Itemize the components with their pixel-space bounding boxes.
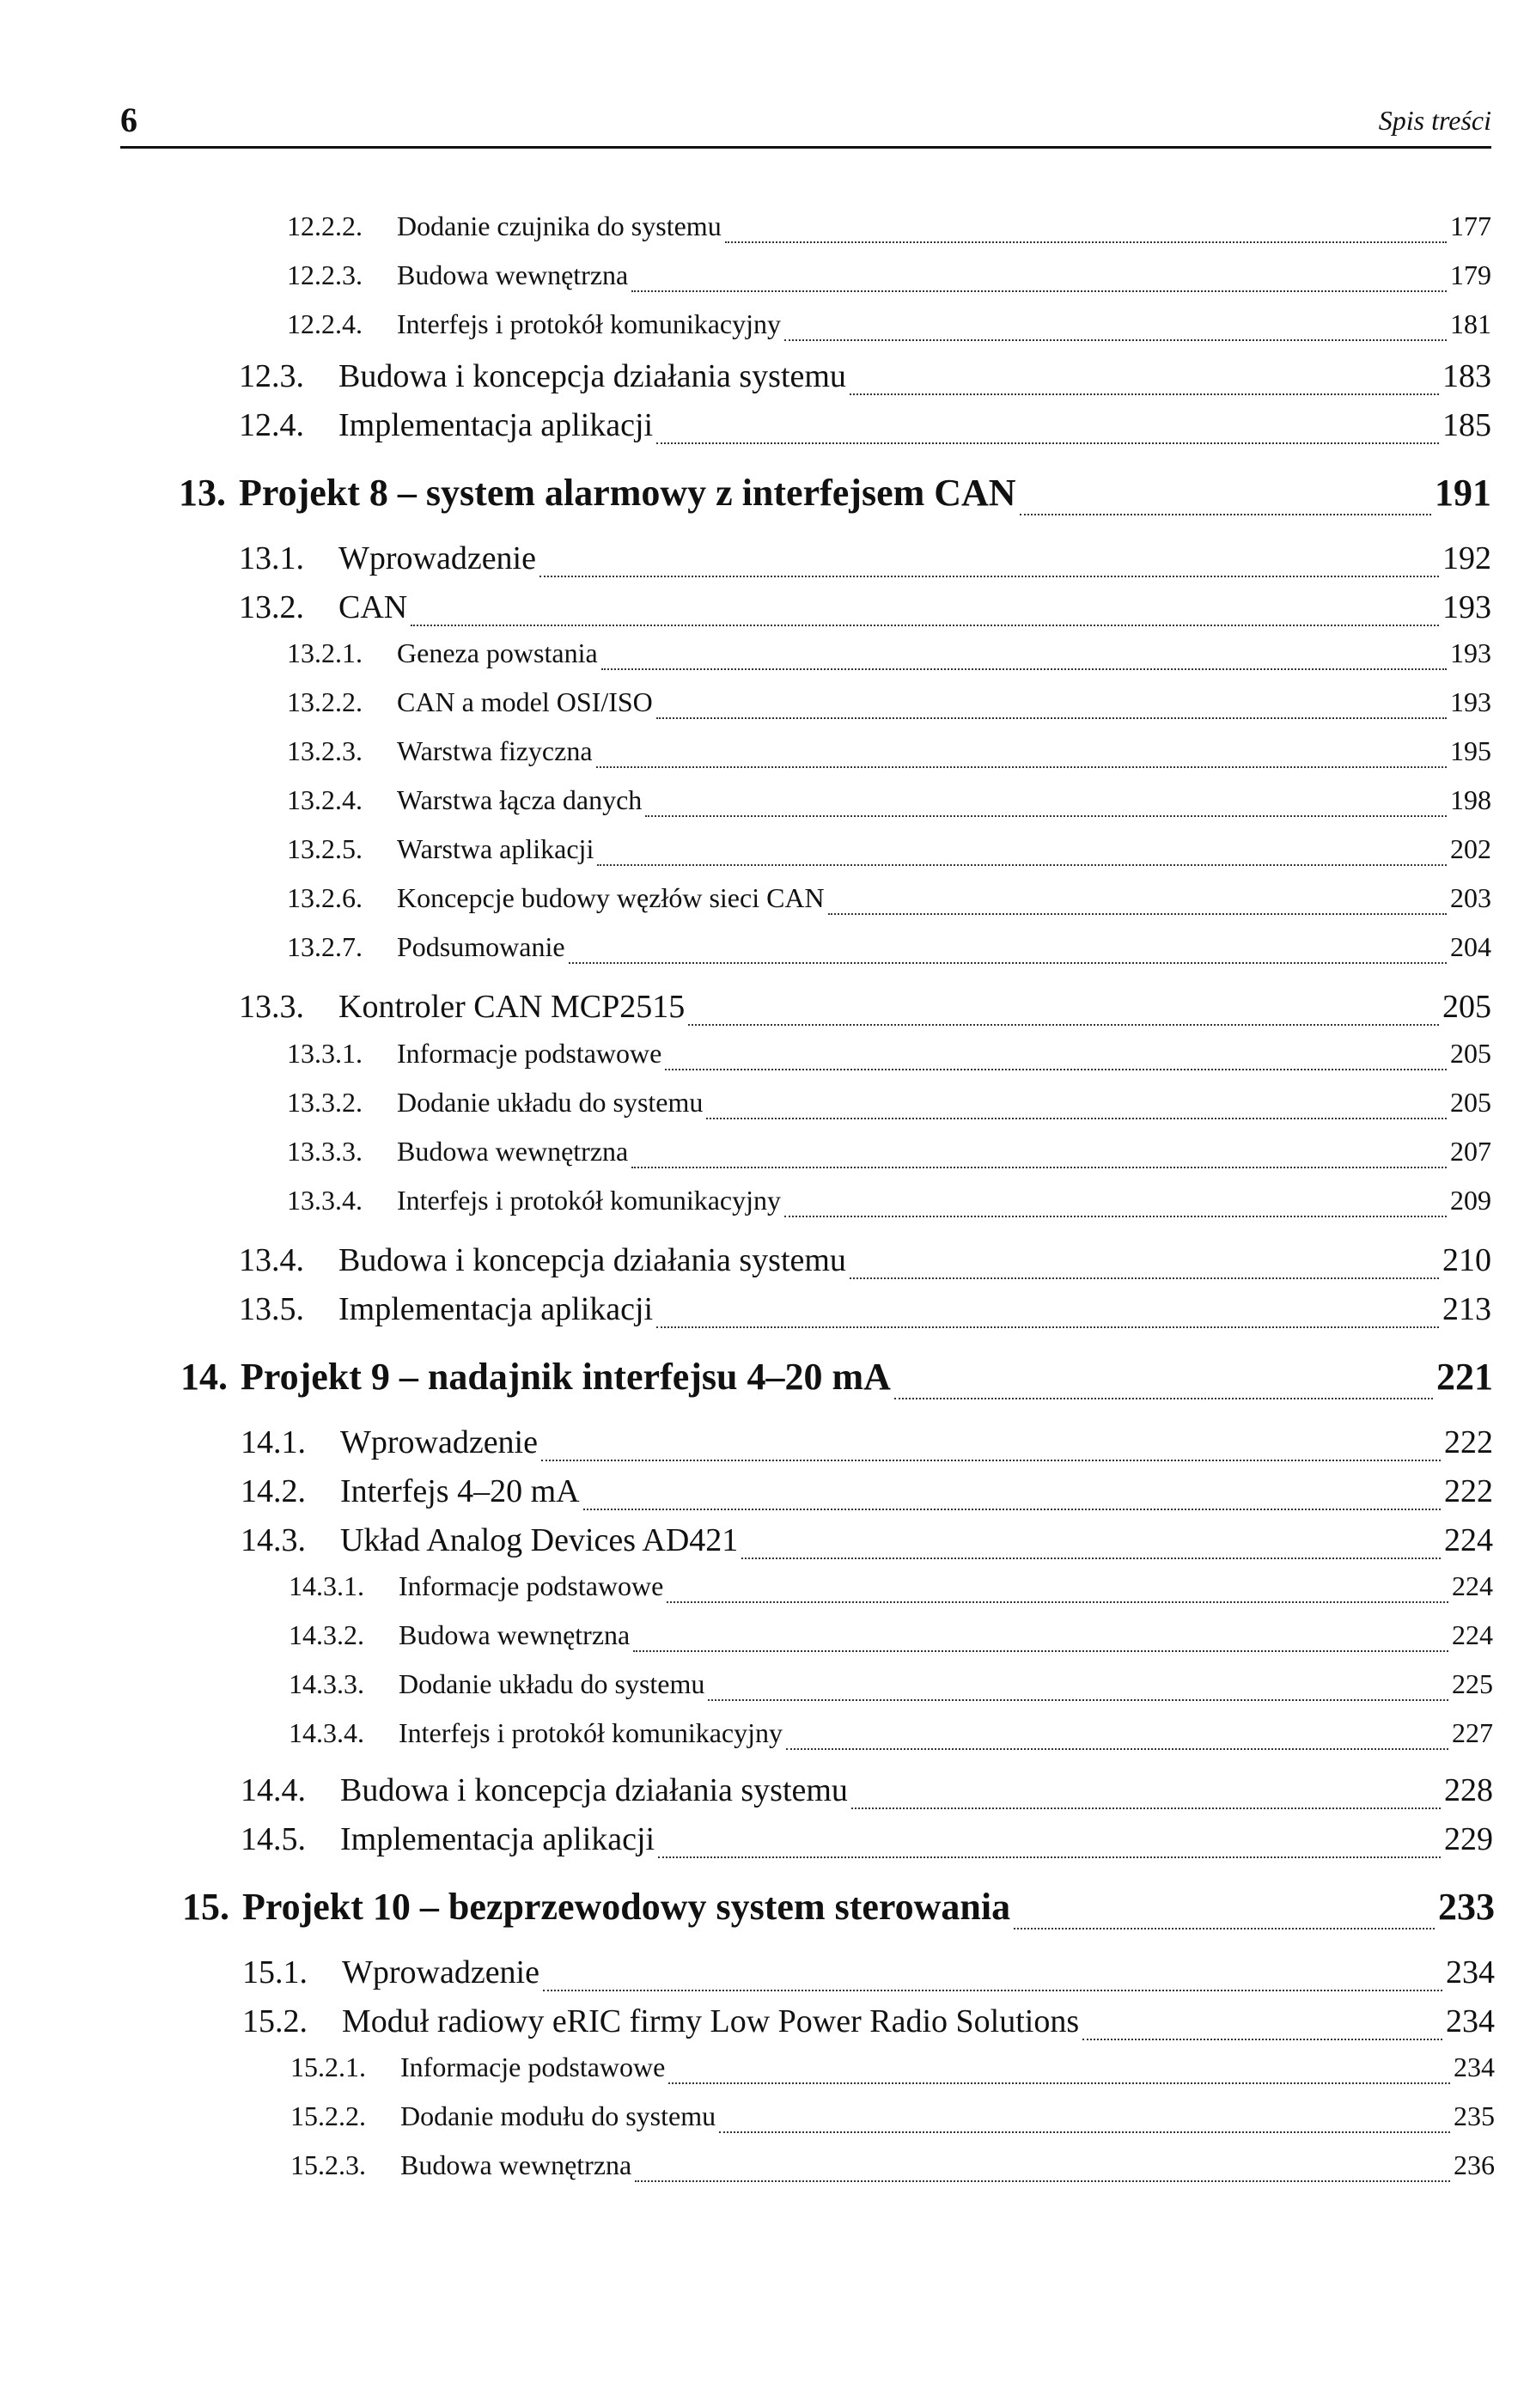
toc-title: Budowa i koncepcja działania systemu xyxy=(338,358,846,394)
dot-leader xyxy=(688,1023,1439,1026)
toc-title: Warstwa łącza danych xyxy=(397,784,643,815)
toc-subsection xyxy=(289,1717,1493,1757)
toc-subsection xyxy=(287,686,1491,726)
toc-section xyxy=(239,988,1491,1033)
toc-page-number: 193 xyxy=(1442,589,1491,625)
dot-leader xyxy=(1014,1927,1435,1929)
toc-title: Wprowadzenie xyxy=(342,1954,539,1990)
dot-leader xyxy=(596,765,1447,768)
toc-title: Koncepcje budowy węzłów sieci CAN xyxy=(397,882,825,913)
toc-number: 13.2.5. xyxy=(287,833,363,864)
toc-page-number: 198 xyxy=(1450,784,1491,815)
toc-title: Dodanie układu do systemu xyxy=(399,1668,705,1699)
toc-title: Budowa i koncepcja działania systemu xyxy=(340,1772,848,1808)
toc-page-number: 205 xyxy=(1442,989,1491,1025)
toc-subsection xyxy=(289,1668,1493,1708)
toc-number: 14.3.2. xyxy=(289,1619,364,1650)
toc-section xyxy=(239,1290,1491,1335)
toc-title: Podsumowanie xyxy=(397,931,565,962)
page-number: 6 xyxy=(120,101,137,139)
toc-section xyxy=(242,2003,1495,2047)
toc-subsection xyxy=(287,1136,1491,1175)
toc-page-number: 202 xyxy=(1450,833,1491,864)
toc-page-number: 213 xyxy=(1442,1291,1491,1327)
toc-title: Moduł radiowy eRIC firmy Low Power Radio Solutions xyxy=(342,2003,1080,2039)
running-title: Spis treści xyxy=(1378,105,1491,136)
toc-number: 15.2.1. xyxy=(290,2051,366,2082)
dot-leader xyxy=(706,1117,1447,1119)
toc-number: 13. xyxy=(179,472,226,514)
toc-page-number: 205 xyxy=(1450,1038,1491,1069)
dot-leader xyxy=(784,338,1447,341)
dot-leader xyxy=(667,1600,1448,1603)
toc-number: 12.2.4. xyxy=(287,308,363,339)
toc-page-number: 236 xyxy=(1454,2149,1495,2180)
toc-number: 14.5. xyxy=(241,1821,306,1857)
toc-section xyxy=(239,540,1491,584)
dot-leader xyxy=(786,1747,1448,1750)
toc-subsection xyxy=(287,210,1491,250)
toc-page-number: 235 xyxy=(1454,2100,1495,2131)
toc-number: 15.2. xyxy=(242,2003,308,2039)
toc-section xyxy=(241,1820,1493,1865)
dot-leader xyxy=(656,1326,1439,1328)
toc-number: 13.5. xyxy=(239,1291,304,1327)
toc-number: 14.3.4. xyxy=(289,1717,364,1748)
header-rule xyxy=(120,146,1491,149)
toc-title: Informacje podstawowe xyxy=(400,2051,666,2082)
toc-title: Informacje podstawowe xyxy=(397,1038,662,1069)
toc-page-number: 193 xyxy=(1450,686,1491,717)
toc-page-number: 227 xyxy=(1452,1717,1493,1748)
toc-title: Projekt 8 – system alarmowy z interfejsem CAN xyxy=(239,472,1016,514)
toc-title: Interfejs 4–20 mA xyxy=(340,1473,580,1509)
toc-page-number: 177 xyxy=(1450,210,1491,241)
toc-title: Kontroler CAN MCP2515 xyxy=(338,989,686,1025)
dot-leader xyxy=(635,2179,1450,2182)
toc-page-number: 234 xyxy=(1446,1954,1495,1990)
toc-title: Dodanie czujnika do systemu xyxy=(397,210,722,241)
dot-leader xyxy=(658,1856,1441,1858)
toc-subsection xyxy=(287,882,1491,922)
toc-title: Dodanie układu do systemu xyxy=(397,1087,704,1118)
toc-page-number: 185 xyxy=(1442,407,1491,443)
toc-number: 14.4. xyxy=(241,1772,306,1808)
toc-page-number: 229 xyxy=(1444,1821,1493,1857)
toc-section xyxy=(239,1241,1491,1286)
dot-leader xyxy=(631,290,1447,292)
toc-number: 15.1. xyxy=(242,1954,308,1990)
dot-leader xyxy=(633,1649,1448,1652)
toc-subsection xyxy=(290,2100,1495,2140)
toc-title: Wprowadzenie xyxy=(338,540,536,576)
dot-leader xyxy=(850,393,1439,395)
dot-leader xyxy=(656,442,1439,444)
toc-page-number: 195 xyxy=(1450,735,1491,766)
toc-chapter xyxy=(180,1355,1493,1406)
toc-page-number: 205 xyxy=(1450,1087,1491,1118)
toc-title: Wprowadzenie xyxy=(340,1424,538,1460)
toc-page-number: 183 xyxy=(1442,358,1491,394)
dot-leader xyxy=(719,2131,1450,2133)
dot-leader xyxy=(828,912,1447,915)
toc-title: Dodanie modułu do systemu xyxy=(400,2100,716,2131)
toc-page-number: 224 xyxy=(1452,1570,1493,1601)
toc-title: Warstwa aplikacji xyxy=(397,833,594,864)
toc-title: Budowa wewnętrzna xyxy=(397,259,629,290)
toc-title: CAN a model OSI/ISO xyxy=(397,686,653,717)
dot-leader xyxy=(1020,513,1431,515)
dot-leader xyxy=(597,863,1447,866)
dot-leader xyxy=(569,961,1447,964)
toc-page-number: 228 xyxy=(1444,1772,1493,1808)
toc-subsection xyxy=(287,1185,1491,1224)
toc-title: Układ Analog Devices AD421 xyxy=(340,1522,739,1558)
dot-leader xyxy=(583,1508,1441,1510)
dot-leader xyxy=(894,1397,1433,1399)
toc-page-number: 234 xyxy=(1454,2051,1495,2082)
toc-number: 14.3.1. xyxy=(289,1570,364,1601)
toc-title: Budowa i koncepcja działania systemu xyxy=(338,1242,846,1278)
toc-subsection xyxy=(287,833,1491,873)
dot-leader xyxy=(411,624,1439,626)
toc-number: 14.3.3. xyxy=(289,1668,364,1699)
toc-number: 13.3. xyxy=(239,989,304,1025)
toc-number: 15. xyxy=(182,1886,229,1928)
toc-title: Interfejs i protokół komunikacyjny xyxy=(399,1717,783,1748)
toc-number: 14. xyxy=(180,1356,228,1398)
toc-number: 13.2.3. xyxy=(287,735,363,766)
toc-page-number: 192 xyxy=(1442,540,1491,576)
dot-leader xyxy=(665,1068,1447,1070)
dot-leader xyxy=(1082,2038,1442,2040)
dot-leader xyxy=(631,1166,1447,1168)
toc-number: 12.2.3. xyxy=(287,259,363,290)
toc-section xyxy=(239,406,1491,451)
toc-page-number: 221 xyxy=(1436,1356,1493,1398)
toc-page-number: 225 xyxy=(1452,1668,1493,1699)
toc-number: 14.3. xyxy=(241,1522,306,1558)
toc-title: Implementacja aplikacji xyxy=(340,1821,655,1857)
toc-title: Interfejs i protokół komunikacyjny xyxy=(397,308,782,339)
toc-subsection xyxy=(287,1087,1491,1126)
dot-leader xyxy=(539,575,1439,577)
toc-title: Budowa wewnętrzna xyxy=(400,2149,632,2180)
toc-number: 12.4. xyxy=(239,407,304,443)
toc-number: 12.2.2. xyxy=(287,210,363,241)
dot-leader xyxy=(850,1277,1439,1279)
toc-page-number: 181 xyxy=(1450,308,1491,339)
toc-subsection xyxy=(287,784,1491,824)
toc-section xyxy=(241,1423,1493,1468)
toc-page-number: 179 xyxy=(1450,259,1491,290)
toc-page-number: 222 xyxy=(1444,1473,1493,1509)
toc-section xyxy=(241,1771,1493,1816)
toc-number: 15.2.3. xyxy=(290,2149,366,2180)
toc-number: 13.4. xyxy=(239,1242,304,1278)
dot-leader xyxy=(851,1807,1441,1809)
dot-leader xyxy=(668,2082,1450,2084)
page-header xyxy=(120,94,1491,146)
toc-chapter xyxy=(179,471,1491,522)
dot-leader xyxy=(543,1989,1442,1991)
toc-subsection xyxy=(287,637,1491,677)
toc-number: 13.3.3. xyxy=(287,1136,363,1167)
dot-leader xyxy=(541,1459,1441,1461)
toc-page-number: 193 xyxy=(1450,637,1491,668)
toc-section xyxy=(239,357,1491,402)
toc-title: Interfejs i protokół komunikacyjny xyxy=(397,1185,782,1216)
toc-number: 13.2.6. xyxy=(287,882,363,913)
toc-subsection xyxy=(287,931,1491,971)
toc-subsection xyxy=(290,2051,1495,2091)
toc-title: Budowa wewnętrzna xyxy=(399,1619,631,1650)
toc-chapter xyxy=(182,1885,1495,1936)
toc-subsection xyxy=(287,735,1491,775)
toc-page-number: 191 xyxy=(1435,472,1491,514)
toc-title: Implementacja aplikacji xyxy=(338,407,654,443)
toc-number: 13.3.2. xyxy=(287,1087,363,1118)
toc-number: 13.3.4. xyxy=(287,1185,363,1216)
toc-subsection xyxy=(289,1570,1493,1610)
toc-page-number: 204 xyxy=(1450,931,1491,962)
toc-title: Projekt 10 – bezprzewodowy system sterowania xyxy=(242,1886,1011,1928)
toc-page-number: 234 xyxy=(1446,2003,1495,2039)
toc-title: Geneza powstania xyxy=(397,637,598,668)
dot-leader xyxy=(708,1698,1448,1701)
toc-section xyxy=(241,1521,1493,1566)
toc-title: CAN xyxy=(338,589,408,625)
toc-page-number: 224 xyxy=(1452,1619,1493,1650)
toc-number: 13.1. xyxy=(239,540,304,576)
toc-number: 12.3. xyxy=(239,358,304,394)
toc-title: Projekt 9 – nadajnik interfejsu 4–20 mA xyxy=(241,1356,891,1398)
toc-page-number: 222 xyxy=(1444,1424,1493,1460)
toc-number: 13.2.2. xyxy=(287,686,363,717)
dot-leader xyxy=(656,716,1447,719)
toc-number: 14.1. xyxy=(241,1424,306,1460)
toc-section xyxy=(241,1472,1493,1517)
toc-page-number: 203 xyxy=(1450,882,1491,913)
toc-number: 14.2. xyxy=(241,1473,306,1509)
toc-subsection xyxy=(287,308,1491,348)
toc-number: 13.2.1. xyxy=(287,637,363,668)
toc-title: Informacje podstawowe xyxy=(399,1570,664,1601)
toc-number: 13.3.1. xyxy=(287,1038,363,1069)
toc-page-number: 233 xyxy=(1438,1886,1495,1928)
toc-number: 13.2.4. xyxy=(287,784,363,815)
toc-page-number: 207 xyxy=(1450,1136,1491,1167)
dot-leader xyxy=(601,668,1447,670)
toc-section xyxy=(239,588,1491,633)
dot-leader xyxy=(741,1557,1441,1559)
toc-page-number: 210 xyxy=(1442,1242,1491,1278)
toc-title: Implementacja aplikacji xyxy=(338,1291,654,1327)
dot-leader xyxy=(725,241,1447,243)
toc-number: 13.2. xyxy=(239,589,304,625)
toc-title: Budowa wewnętrzna xyxy=(397,1136,629,1167)
toc-page-number: 209 xyxy=(1450,1185,1491,1216)
toc-subsection xyxy=(290,2149,1495,2189)
toc-number: 13.2.7. xyxy=(287,931,363,962)
toc-subsection xyxy=(287,1038,1491,1077)
toc-subsection xyxy=(287,259,1491,299)
toc-section xyxy=(242,1954,1495,1998)
toc-subsection xyxy=(289,1619,1493,1659)
dot-leader xyxy=(784,1215,1447,1217)
toc-title: Warstwa fizyczna xyxy=(397,735,593,766)
dot-leader xyxy=(645,814,1447,817)
toc-number: 15.2.2. xyxy=(290,2100,366,2131)
toc-page-number: 224 xyxy=(1444,1522,1493,1558)
